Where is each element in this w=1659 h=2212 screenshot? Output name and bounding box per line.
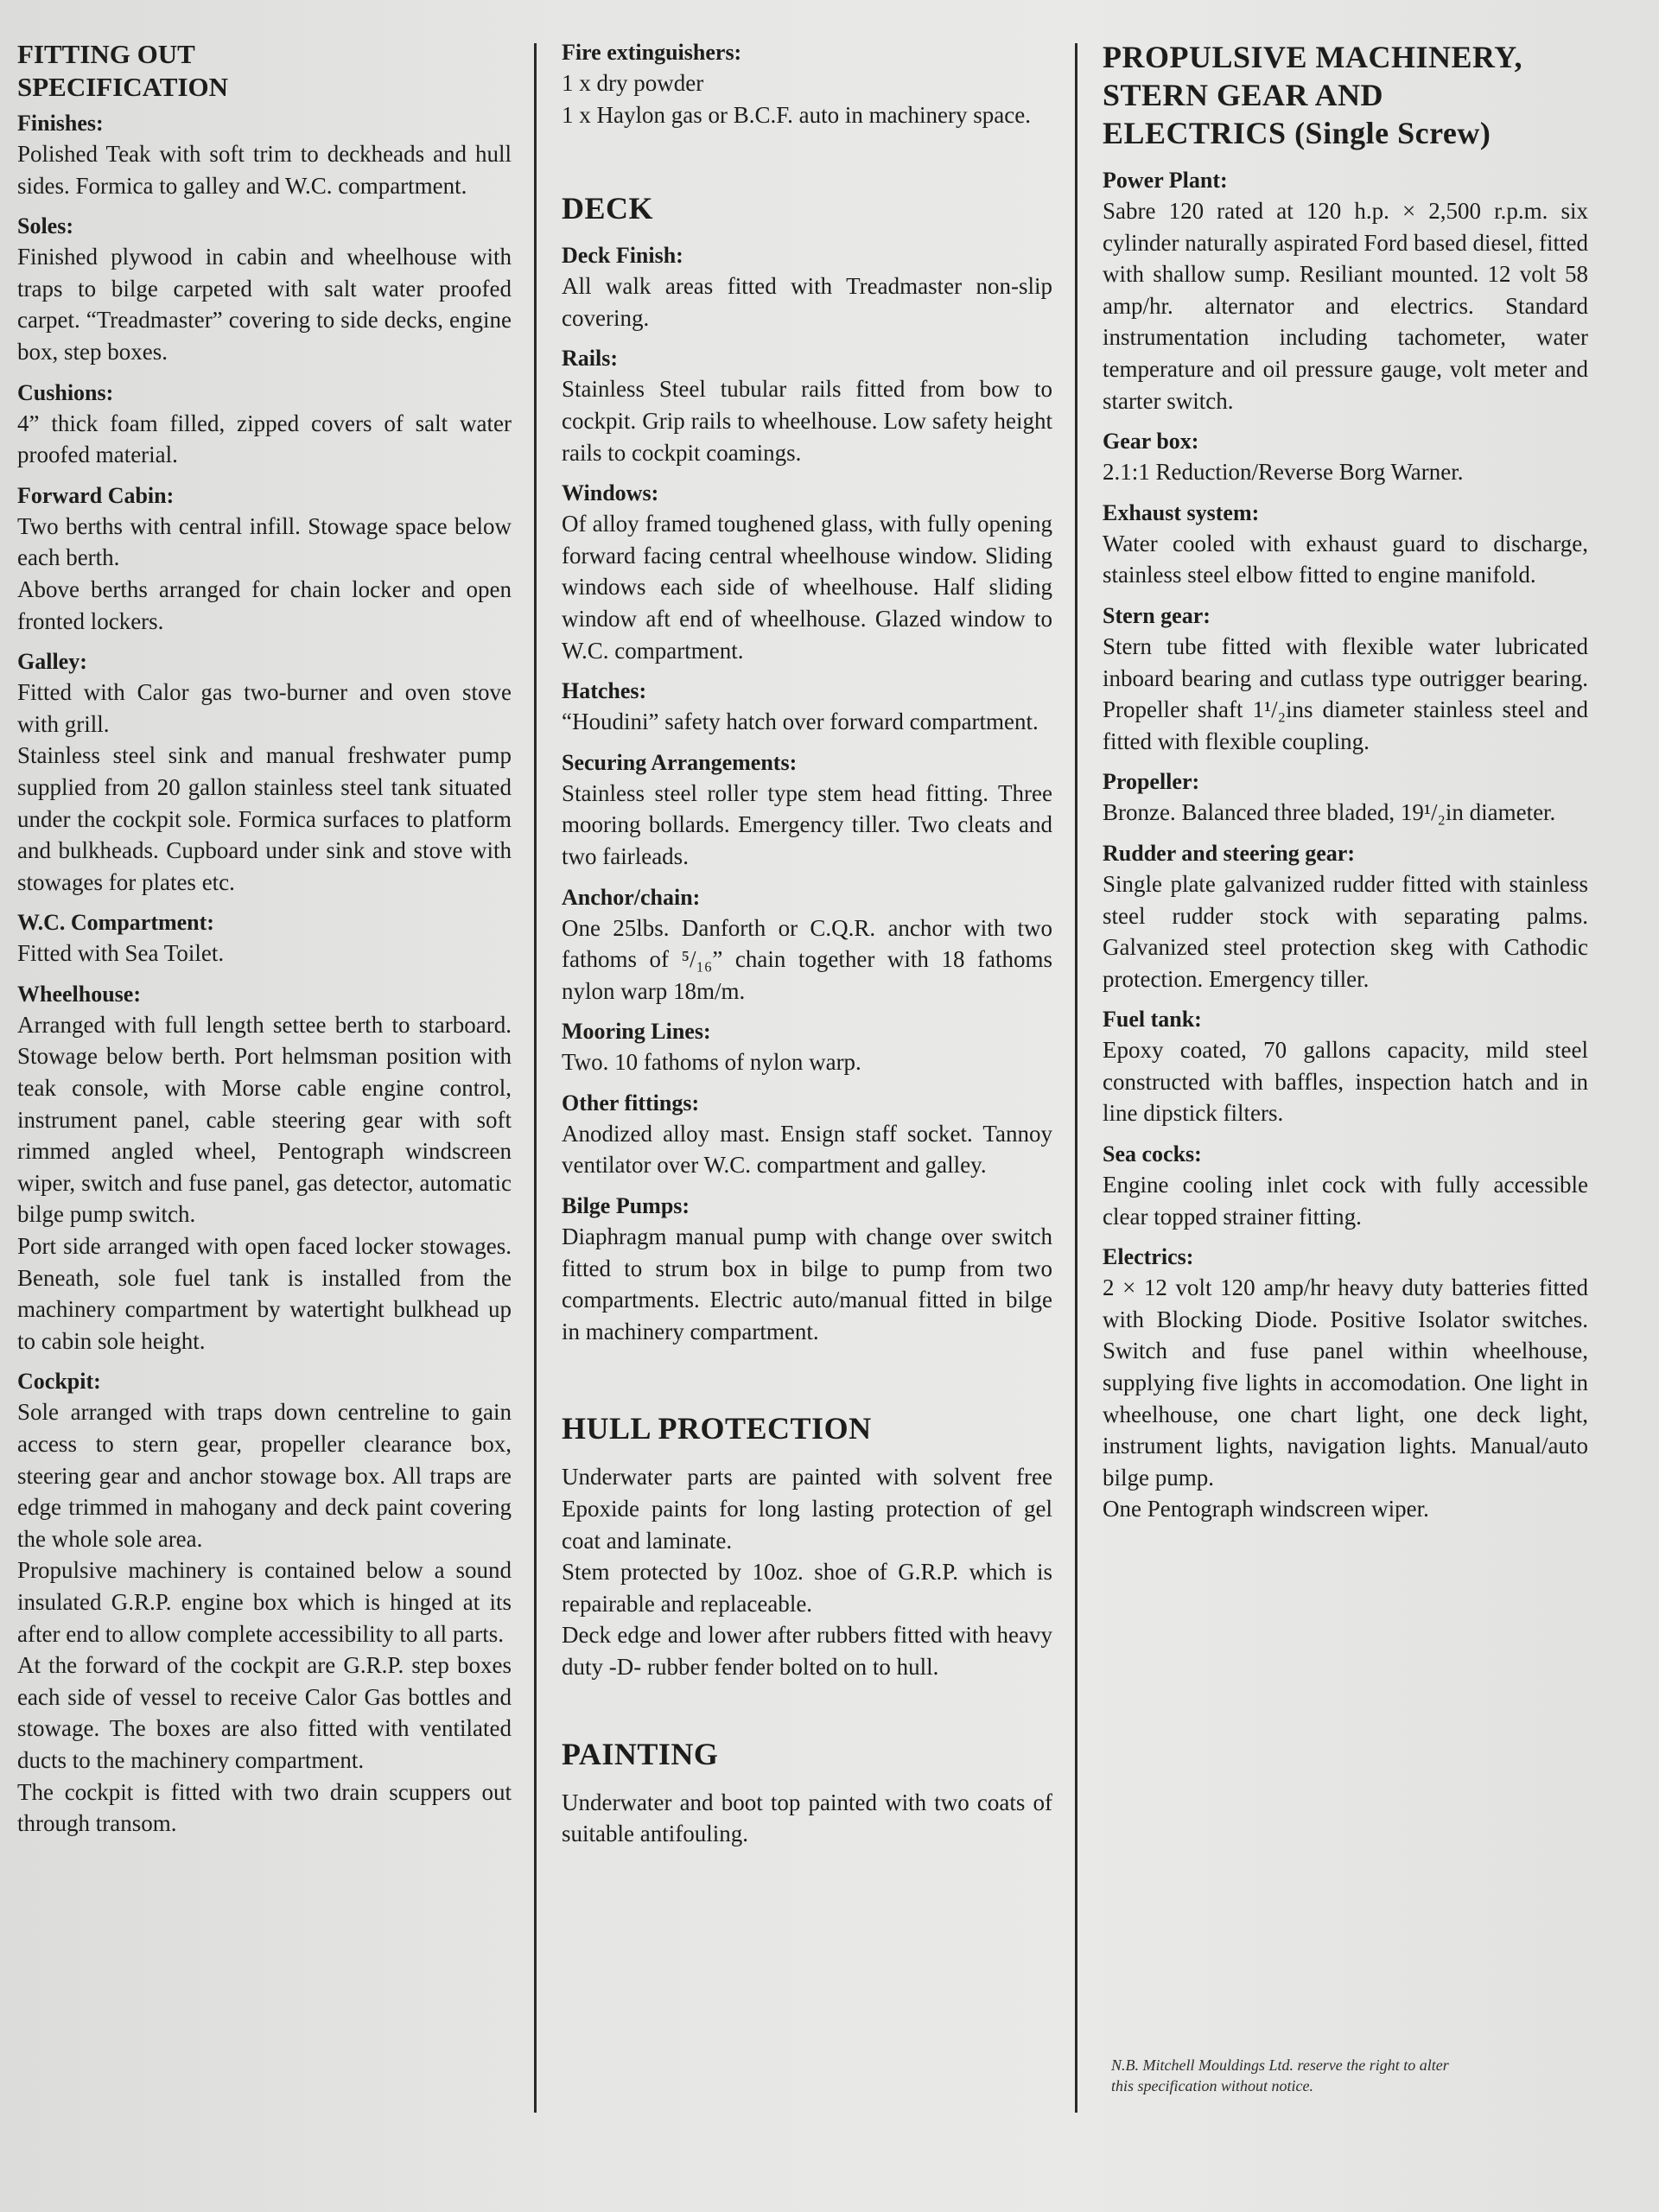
- spec-item-rudder-steering: [1103, 839, 1588, 995]
- spec-item-rails: [562, 344, 1052, 468]
- spec-text: Diaphragm manual pump with change over switch fitted to strum box in bilge to pump from two compartments. Electric auto/manual fitted in bilge in machinery compartment.: [562, 1224, 1052, 1344]
- column-divider-left: [534, 43, 537, 2113]
- title-line: STERN GEAR AND: [1103, 78, 1384, 112]
- spec-item-windows: [562, 479, 1052, 666]
- spec-item-fuel-tank: [1103, 1005, 1588, 1129]
- spec-text: Stainless steel sink and manual freshwater pump supplied from 20 gallon stainless steel tank situated under the cockpit sole. Formica surfaces to platform and bulkheads. Cupboard under sink and stove with stowages for plates etc.: [17, 742, 512, 895]
- spec-text: 1 x Haylon gas or B.C.F. auto in machinery space.: [562, 101, 1031, 128]
- spec-heading: Anchor/chain:: [562, 884, 701, 910]
- spec-item-soles: [17, 212, 512, 367]
- spec-heading: Deck Finish:: [562, 243, 683, 269]
- spec-heading: Fire extinguishers:: [562, 40, 742, 65]
- spec-text: Sabre 120 rated at 120 h.p. × 2,500 r.p.m. six cylinder naturally aspirated Ford based diesel, fitted with shallow sump. Resiliant mounted. 12 volt 58 amp/hr. alternator and electrics. Standard instrumentation including tachometer, water temperature and oil pressure gauge, volt meter and starter switch.: [1103, 198, 1588, 414]
- spec-text: Deck edge and lower after rubbers fitted with heavy duty -D- rubber fender bolted on to hull.: [562, 1622, 1052, 1680]
- spec-text: Two berths with central infill. Stowage space below each berth.: [17, 512, 512, 571]
- spec-item-bilge-pumps: [562, 1192, 1052, 1347]
- spec-item-fire-extinguishers: [562, 38, 1052, 130]
- column-divider-right: [1075, 43, 1077, 2113]
- spec-text: Above berths arranged for chain locker and open fronted lockers.: [17, 575, 512, 634]
- spec-text: Stainless Steel tubular rails fitted from bow to cockpit. Grip rails to wheelhouse. Low safety height rails to cockpit coamings.: [562, 376, 1052, 466]
- spec-item-cushions: [17, 378, 512, 471]
- spec-heading: Bilge Pumps:: [562, 1193, 690, 1219]
- painting-title: PAINTING: [562, 1736, 719, 1771]
- spec-item-galley: [17, 647, 512, 898]
- disclaimer-notice: [1111, 2055, 1595, 2096]
- spec-text: Underwater parts are painted with solvent free Epoxide paints for long lasting protection of gel coat and laminate.: [562, 1464, 1052, 1554]
- spec-text: The cockpit is fitted with two drain scuppers out through transom.: [17, 1778, 512, 1837]
- spec-item-finishes: [17, 109, 512, 201]
- spec-item-power-plant: [1103, 166, 1588, 416]
- spec-text: Single plate galvanized rudder fitted with stainless steel rudder stock with separating palms. Galvanized steel protection skeg with Cathodic protection. Emergency tiller.: [1103, 870, 1588, 992]
- spec-item-exhaust-system: [1103, 499, 1588, 591]
- spec-heading: Fuel tank:: [1103, 1007, 1202, 1033]
- spec-text: One Pentograph windscreen wiper.: [1103, 1496, 1429, 1522]
- spec-item-anchor-chain: [562, 883, 1052, 1007]
- spec-text: Two. 10 fathoms of nylon warp.: [562, 1049, 861, 1076]
- spec-text: Underwater and boot top painted with two coats of suitable antifouling.: [562, 1789, 1052, 1847]
- column-fitting-out: [17, 38, 512, 1850]
- spec-item-forward-cabin: [17, 481, 512, 637]
- column-deck-hull: [562, 38, 1052, 1850]
- notice-line: this specification without notice.: [1111, 2077, 1313, 2094]
- deck-section-title: DECK: [562, 191, 654, 226]
- spec-heading: Wheelhouse:: [17, 981, 141, 1007]
- spec-text: Bronze. Balanced three bladed, 19¹/₂in diameter.: [1103, 799, 1556, 826]
- spec-text: Anodized alloy mast. Ensign staff socket. Tannoy ventilator over W.C. compartment and galley.: [562, 1120, 1052, 1179]
- spec-heading: Gear box:: [1103, 429, 1199, 454]
- spec-heading: Exhaust system:: [1103, 499, 1260, 525]
- spec-text: Fitted with Sea Toilet.: [17, 940, 225, 967]
- spec-item-other-fittings: [562, 1089, 1052, 1181]
- spec-text: Finished plywood in cabin and wheelhouse with traps to bilge carpeted with salt water proofed carpet. “Treadmaster” covering to side decks, engine box, step boxes.: [17, 244, 512, 365]
- spec-text: Sole arranged with traps down centreline to gain access to stern gear, propeller clearance box, steering gear and anchor stowage box. All traps are edge trimmed in mahogany and deck paint covering the whole sole area.: [17, 1399, 512, 1552]
- spec-text: Stern tube fitted with flexible water lubricated inboard bearing and cutlass type outrigger bearing. Propeller shaft 1¹/₂ins diameter stainless steel and fitted with flexible coupling.: [1103, 632, 1588, 754]
- spec-heading: Electrics:: [1103, 1244, 1194, 1270]
- spec-text: Stainless steel roller type stem head fitting. Three mooring bollards. Emergency tiller. Two cleats and two fairleads.: [562, 779, 1052, 869]
- spec-heading: Soles:: [17, 213, 73, 239]
- spec-heading: Forward Cabin:: [17, 482, 175, 508]
- spec-text: 2.1:1 Reduction/Reverse Borg Warner.: [1103, 459, 1464, 486]
- spec-text: 4” thick foam filled, zipped covers of salt water proofed material.: [17, 410, 512, 468]
- spec-text: Engine cooling inlet cock with fully accessible clear topped strainer fitting.: [1103, 1172, 1588, 1230]
- spec-text: Port side arranged with open faced locker stowages. Beneath, sole fuel tank is installed from the machinery compartment by watertight bulkhead up to cabin sole height.: [17, 1233, 512, 1354]
- spec-heading: Other fittings:: [562, 1090, 700, 1116]
- spec-heading: Securing Arrangements:: [562, 749, 798, 775]
- fitting-out-title: [17, 38, 512, 104]
- spec-text: Epoxy coated, 70 gallons capacity, mild steel constructed with baffles, inspection hatch and in line dipstick filters.: [1103, 1037, 1588, 1127]
- spec-text: Stem protected by 10oz. shoe of G.R.P. which is repairable and replaceable.: [562, 1559, 1052, 1617]
- painting-text: [562, 1787, 1052, 1850]
- spec-heading: Power Plant:: [1103, 168, 1228, 193]
- spec-item-hatches: [562, 677, 1052, 738]
- spec-item-cockpit: [17, 1367, 512, 1839]
- hull-protection-title: HULL PROTECTION: [562, 1411, 872, 1446]
- spec-text: Water cooled with exhaust guard to discharge, stainless steel elbow fitted to engine manifold.: [1103, 530, 1588, 588]
- spec-heading: Mooring Lines:: [562, 1019, 711, 1045]
- spec-item-stern-gear: [1103, 601, 1588, 757]
- title-line: PROPULSIVE MACHINERY,: [1103, 40, 1522, 74]
- spec-heading: Sea cocks:: [1103, 1141, 1202, 1167]
- title-line: SPECIFICATION: [17, 72, 229, 102]
- spec-heading: Hatches:: [562, 678, 647, 704]
- column-propulsive-machinery: [1103, 38, 1588, 1535]
- spec-text: Arranged with full length settee berth to starboard. Stowage below berth. Port helmsman position with teak console, with Morse cable engine control, instrument panel, cable steering gear with soft rimmed angled wheel, Pentograph windscreen wiper, switch and fuse panel, gas detector, automatic bilge pump switch.: [17, 1011, 512, 1228]
- spec-text: At the forward of the cockpit are G.R.P. step boxes each side of vessel to receive Calor Gas bottles and stowage. The boxes are also fitted with ventilated ducts to the machinery compartment.: [17, 1652, 512, 1773]
- hull-protection-text: [562, 1461, 1052, 1682]
- spec-heading: Rails:: [562, 346, 618, 372]
- spec-text: Polished Teak with soft trim to deckheads and hull sides. Formica to galley and W.C. compartment.: [17, 141, 512, 199]
- spec-heading: W.C. Compartment:: [17, 910, 214, 936]
- propulsive-machinery-title: [1103, 38, 1588, 152]
- spec-item-mooring-lines: [562, 1017, 1052, 1078]
- spec-heading: Finishes:: [17, 111, 104, 136]
- notice-line: N.B. Mitchell Mouldings Ltd. reserve the right to alter: [1111, 2056, 1449, 2074]
- spec-item-deck-finish: [562, 241, 1052, 334]
- spec-item-electrics: [1103, 1243, 1588, 1525]
- spec-text: Fitted with Calor gas two-burner and oven stove with grill.: [17, 679, 512, 737]
- title-line: FITTING OUT: [17, 39, 195, 69]
- spec-heading: Rudder and steering gear:: [1103, 840, 1356, 866]
- spec-item-securing-arrangements: [562, 748, 1052, 873]
- spec-heading: Cockpit:: [17, 1369, 101, 1395]
- spec-heading: Galley:: [17, 649, 87, 675]
- spec-item-wheelhouse: [17, 980, 512, 1357]
- spec-heading: Cushions:: [17, 379, 114, 405]
- spec-text: 1 x dry powder: [562, 70, 704, 96]
- spec-heading: Windows:: [562, 480, 659, 506]
- spec-text: One 25lbs. Danforth or C.Q.R. anchor with two fathoms of ⁵/₁₆” chain together with 18 fathoms nylon warp 18m/m.: [562, 914, 1052, 1004]
- spec-item-wc-compartment: [17, 908, 512, 969]
- title-line: ELECTRICS (Single Screw): [1103, 116, 1491, 150]
- spec-text: Of alloy framed toughened glass, with fully opening forward facing central wheelhouse window. Sliding windows each side of wheelhouse. Half sliding window aft end of wheelhouse. Glazed window to W.C. compartment.: [562, 511, 1052, 664]
- spec-text: Propulsive machinery is contained below a sound insulated G.R.P. engine box which is hinged at its after end to allow complete accessibility to all parts.: [17, 1557, 512, 1647]
- spec-heading: Stern gear:: [1103, 602, 1211, 628]
- spec-text: “Houdini” safety hatch over forward compartment.: [562, 709, 1039, 735]
- spec-heading: Propeller:: [1103, 769, 1200, 795]
- spec-item-sea-cocks: [1103, 1140, 1588, 1232]
- spec-text: All walk areas fitted with Treadmaster non-slip covering.: [562, 273, 1052, 331]
- spec-text: 2 × 12 volt 120 amp/hr heavy duty batteries fitted with Blocking Diode. Positive Isolator switches. Switch and fuse panel within wheelhouse, supplying five lights in accomodation. One light in wheelhouse, one chart light, one deck light, instrument lights, navigation lights. Manual/auto bilge pump.: [1103, 1274, 1588, 1491]
- spec-item-gear-box: [1103, 427, 1588, 488]
- spec-item-propeller: [1103, 767, 1588, 829]
